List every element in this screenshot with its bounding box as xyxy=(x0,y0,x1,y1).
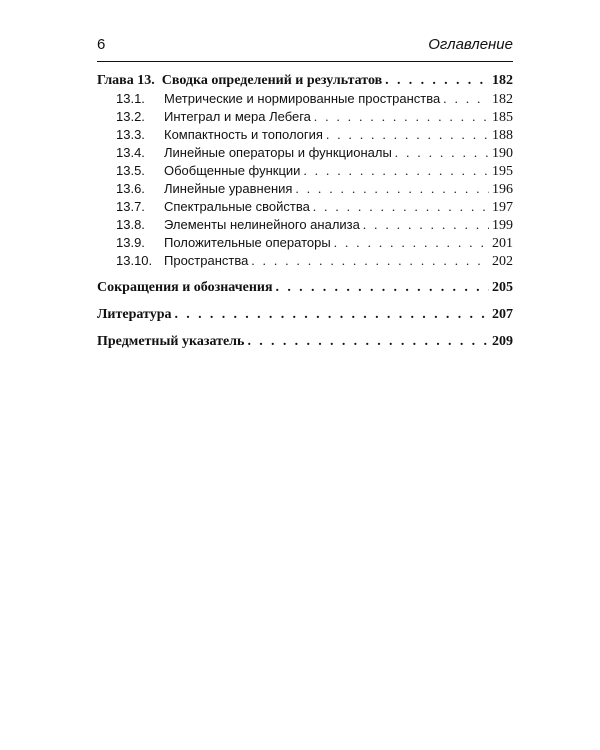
section-title: Линейные уравнения xyxy=(164,181,293,196)
toc-section[interactable] xyxy=(97,144,513,162)
chapter-page: 182 xyxy=(492,73,513,88)
section-page: 188 xyxy=(492,128,513,143)
section-page: 197 xyxy=(492,200,513,215)
dot-leader xyxy=(395,144,489,162)
dot-leader xyxy=(326,126,489,144)
section-number: 13.5. xyxy=(116,163,145,178)
chapter-label: Глава 13. xyxy=(97,73,155,88)
section-number: 13.8. xyxy=(116,217,145,232)
section-title: Линейные операторы и функционалы xyxy=(164,145,392,160)
section-number: 13.1. xyxy=(116,91,145,106)
dot-leader xyxy=(363,216,489,234)
spacer xyxy=(97,270,513,278)
section-number: 13.7. xyxy=(116,199,145,214)
section-number: 13.6. xyxy=(116,181,145,196)
back-matter-page: 209 xyxy=(492,334,513,349)
dot-leader xyxy=(303,162,489,180)
toc-subject-index[interactable] xyxy=(97,332,513,351)
back-matter-title: Литература xyxy=(97,307,172,322)
section-title: Пространства xyxy=(164,253,249,268)
back-matter-title: Предметный указатель xyxy=(97,334,245,349)
section-page: 182 xyxy=(492,92,513,107)
chapter-title: Сводка определений и результатов xyxy=(161,73,383,88)
toc-chapter-13[interactable] xyxy=(97,71,513,90)
section-title: Элементы нелинейного анализа xyxy=(164,217,360,232)
toc-section[interactable] xyxy=(97,198,513,216)
section-number: 13.4. xyxy=(116,145,145,160)
spacer xyxy=(97,297,513,305)
dot-leader xyxy=(247,332,489,351)
spacer xyxy=(97,324,513,332)
toc-section[interactable] xyxy=(97,126,513,144)
back-matter-page: 205 xyxy=(492,280,513,295)
toc-literature[interactable] xyxy=(97,305,513,324)
section-title: Метрические и нормированные пространства xyxy=(164,91,441,106)
toc-section[interactable] xyxy=(97,234,513,252)
section-title: Интеграл и мера Лебега xyxy=(164,109,311,124)
section-title: Обобщенные функции xyxy=(164,163,301,178)
back-matter-page: 207 xyxy=(492,307,513,322)
dot-leader xyxy=(251,252,489,270)
toc-section[interactable] xyxy=(97,162,513,180)
dot-leader xyxy=(313,198,489,216)
page-header xyxy=(97,36,513,60)
running-head: Оглавление xyxy=(428,36,513,53)
section-page: 195 xyxy=(492,164,513,179)
section-page: 190 xyxy=(492,146,513,161)
section-number: 13.9. xyxy=(116,235,145,250)
back-matter-title: Сокращения и обозначения xyxy=(97,280,273,295)
toc-section[interactable] xyxy=(97,216,513,234)
toc-section[interactable] xyxy=(97,252,513,270)
dot-leader xyxy=(385,71,489,90)
toc-section[interactable] xyxy=(97,90,513,108)
section-page: 196 xyxy=(492,182,513,197)
dot-leader xyxy=(314,108,489,126)
section-number: 13.3. xyxy=(116,127,145,142)
section-title: Положительные операторы xyxy=(164,235,331,250)
table-of-contents xyxy=(97,71,513,351)
section-title: Спектральные свойства xyxy=(164,199,310,214)
dot-leader xyxy=(175,305,490,324)
dot-leader xyxy=(334,234,489,252)
dot-leader xyxy=(276,278,489,297)
page-number: 6 xyxy=(97,36,106,53)
toc-abbreviations[interactable] xyxy=(97,278,513,297)
header-rule xyxy=(97,61,513,62)
toc-section[interactable] xyxy=(97,108,513,126)
section-number: 13.10. xyxy=(116,253,153,268)
section-number: 13.2. xyxy=(116,109,145,124)
section-title: Компактность и топология xyxy=(164,127,323,142)
chapter-heading xyxy=(97,71,382,90)
section-page: 201 xyxy=(492,236,513,251)
dot-leader xyxy=(443,90,489,108)
section-page: 202 xyxy=(492,254,513,269)
section-page: 185 xyxy=(492,110,513,125)
toc-section[interactable] xyxy=(97,180,513,198)
dot-leader xyxy=(295,180,489,198)
section-page: 199 xyxy=(492,218,513,233)
